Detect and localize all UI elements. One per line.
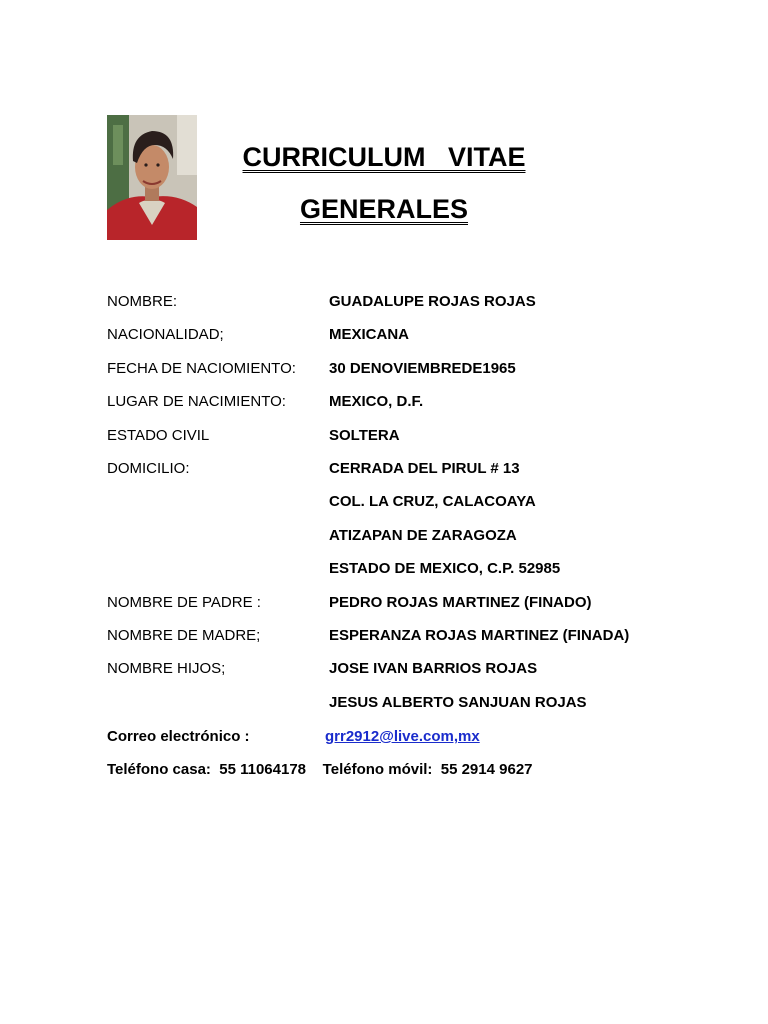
field-row (107, 426, 727, 446)
field-label: DOMICILIO: (107, 460, 190, 477)
field-row (107, 626, 727, 646)
field-row (107, 659, 727, 679)
title-line-2: GENERALES (299, 194, 469, 224)
document-title (0, 142, 768, 173)
field-value: JOSE IVAN BARRIOS ROJAS (329, 660, 538, 677)
field-value: MEXICANA (329, 326, 410, 343)
field-value: ATIZAPAN DE ZARAGOZA (329, 527, 517, 544)
field-label: NOMBRE DE PADRE : (107, 594, 261, 611)
field-label: LUGAR DE NACIMIENTO: (107, 393, 286, 410)
field-row (107, 492, 727, 512)
email-label: Correo electrónico : (107, 728, 250, 745)
field-value: PEDRO ROJAS MARTINEZ (FINADO) (329, 594, 592, 611)
field-label: ESTADO CIVIL (107, 427, 210, 444)
field-row (107, 459, 727, 479)
field-value: ESPERANZA ROJAS MARTINEZ (FINADA) (329, 627, 630, 644)
phone-row (107, 760, 727, 780)
field-row (107, 593, 727, 613)
field-value: COL. LA CRUZ, CALACOAYA (329, 493, 536, 510)
email-row (107, 727, 727, 747)
field-value: ESTADO DE MEXICO, C.P. 52985 (329, 560, 561, 577)
phone-numbers: Teléfono casa: 55 11064178 Teléfono móvil: 55 2914 9627 (107, 761, 533, 778)
field-label: FECHA DE NACIOMIENTO: (107, 360, 296, 377)
field-label: NOMBRE DE MADRE; (107, 627, 261, 644)
field-label: NACIONALIDAD; (107, 326, 224, 343)
field-value: MEXICO, D.F. (329, 393, 424, 410)
field-value: CERRADA DEL PIRUL # 13 (329, 460, 520, 477)
field-value: SOLTERA (329, 427, 400, 444)
field-label: NOMBRE HIJOS; (107, 660, 226, 677)
field-value: GUADALUPE ROJAS ROJAS (329, 293, 536, 310)
field-value: JESUS ALBERTO SANJUAN ROJAS (329, 694, 587, 711)
field-value: 30 DENOVIEMBREDE1965 (329, 360, 516, 377)
field-row (107, 325, 727, 345)
document-subtitle (0, 194, 768, 225)
title-line-1: CURRICULUM VITAE (242, 142, 526, 172)
field-row (107, 392, 727, 412)
field-row (107, 693, 727, 713)
field-row (107, 526, 727, 546)
field-row (107, 292, 727, 312)
field-row (107, 359, 727, 379)
email-link[interactable]: grr2912@live.com,mx (325, 728, 480, 745)
field-label: NOMBRE: (107, 293, 178, 310)
field-row (107, 559, 727, 579)
